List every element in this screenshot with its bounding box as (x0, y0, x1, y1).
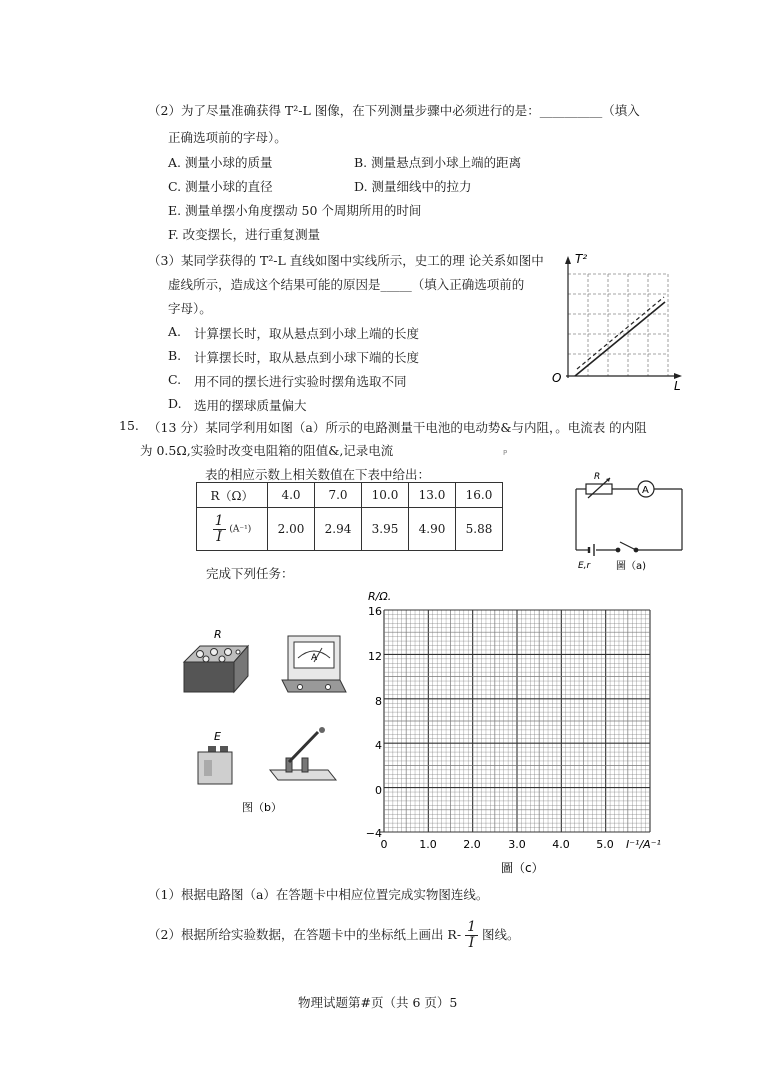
task-2-text-post: 图线。 (481, 927, 520, 942)
q14-opt-e: E. 测量单摆小角度摆动 50 个周期所用的时间 (168, 203, 422, 218)
table-cell: 4.0 (268, 483, 315, 508)
switch-icon (270, 727, 336, 780)
page-footer: 物理试题第#页（共 6 页）5 (298, 995, 458, 1010)
q14-p3-opt-b-letter: B. (168, 348, 182, 363)
q14-p3-line1: （3）某同学获得的 T²-L 直线如图中实线所示，史工的理 论关系如图中 (148, 253, 544, 268)
q14-opt-c: C. 测量小球的直径 (168, 179, 273, 194)
circuit-r-label: R (594, 472, 601, 482)
q14-p3-line2: 虚线所示，造成这个结果可能的原因是_____（填入正确选项前的 (168, 277, 525, 292)
source-label: E,r (578, 561, 591, 571)
table-cell: 16.0 (456, 483, 503, 508)
frac-denominator: I (468, 935, 475, 951)
x-tick-label: 1.0 (419, 838, 437, 851)
q14-p3-opt-a-text: 计算摆长时，取从悬点到小球上端的长度 (194, 326, 420, 341)
t2-axis-arrow (565, 256, 571, 264)
t2-l-graph (548, 252, 688, 392)
task-2 (148, 920, 519, 951)
q14-p2-line2: 正确选项前的字母）。 (168, 130, 287, 145)
q15-line1: （13 分）某同学利用如图（a）所示的电路测量干电池的电动势&与内阻，。电流表 的内阻 (148, 420, 647, 435)
resistor-box (586, 484, 612, 494)
fig-a-caption: 圖（a) (616, 561, 647, 572)
battery-icon (198, 746, 232, 784)
q14-p3-line3: 字母）。 (168, 301, 212, 316)
q15-line2: 为 0.5Ω,实验时改变电阻箱的阻值&,记录电流 (140, 443, 394, 458)
stray-mark: P (503, 449, 508, 457)
t2-axis-label: T² (575, 252, 588, 266)
fig-b-caption: 图（b） (242, 801, 282, 814)
y-tick-label: 8 (375, 695, 382, 708)
data-table (196, 482, 503, 551)
q14-p3-opt-c-text: 用不同的摆长进行实验时摆角选取不同 (194, 374, 407, 389)
ammeter-icon (282, 636, 346, 692)
table-header-r: R（Ω） (197, 483, 268, 508)
q14-opt-d: D. 测量细线中的拉力 (354, 179, 472, 194)
fig-c-y-title: R/Ω. (368, 590, 392, 603)
y-tick-label: 4 (375, 739, 382, 752)
ammeter-label: A (642, 485, 649, 496)
table-row-inv-i (197, 508, 503, 551)
table-cell: 7.0 (315, 483, 362, 508)
frac-denominator: I (216, 528, 222, 545)
frac-numerator: 1 (214, 512, 224, 529)
y-tick-label: −4 (365, 827, 382, 840)
table-cell: 2.94 (315, 508, 362, 551)
q14-p3-opt-a-letter: A. (168, 324, 182, 339)
q14-p3-opt-c-letter: C. (168, 372, 182, 387)
theory-dashed-line (577, 297, 664, 369)
x-tick-label: 3.0 (508, 838, 526, 851)
graph-paper-c (358, 586, 688, 886)
t2-l-grid (568, 274, 668, 376)
table-intro: 表的相应示数上相关数值在下表中给出： (205, 467, 431, 482)
y-tick-label: 0 (375, 784, 382, 797)
l-axis-label: L (674, 379, 681, 392)
table-cell: 3.95 (362, 508, 409, 551)
task-2-text-pre: （2）根据所给实验数据，在答题卡中的坐标纸上画出 R- (148, 927, 462, 942)
x-tick-label: 5.0 (596, 838, 614, 851)
q14-opt-b: B. 测量悬点到小球上端的距离 (354, 155, 522, 170)
x-tick-label: 0 (380, 838, 388, 851)
fig-c-caption: 圖（c） (501, 861, 544, 875)
task-intro: 完成下列任务： (206, 566, 294, 581)
table-row-r (197, 483, 503, 508)
circuit-diagram-a (556, 470, 696, 575)
table-cell: 2.00 (268, 508, 315, 551)
y-tick-label: 12 (368, 650, 382, 663)
task-2-fraction (465, 920, 478, 951)
graph-paper-grid (380, 610, 650, 832)
measured-solid-line (575, 302, 665, 376)
origin-label: O (552, 371, 562, 385)
task-1: （1）根据电路图（a）在答题卡中相应位置完成实物图连线。 (148, 887, 489, 902)
inv-i-fraction (213, 514, 226, 545)
fig-c-x-title: I⁻¹/A⁻¹ (626, 838, 661, 851)
table-cell: 13.0 (409, 483, 456, 508)
fig-b-meter-label: A (311, 653, 318, 663)
table-cell: 4.90 (409, 508, 456, 551)
resistance-box-icon (184, 646, 248, 692)
y-tick-label: 16 (368, 605, 382, 618)
fig-b-e-label: E (214, 730, 221, 743)
x-tick-label: 2.0 (463, 838, 481, 851)
q14-p2-line1: （2）为了尽量准确获得 T²-L 图像，在下列测量步骤中必须进行的是：__________（填入 (148, 103, 640, 118)
q14-p3-opt-b-text: 计算摆长时，取从悬点到小球下端的长度 (194, 350, 420, 365)
q14-opt-a: A. 测量小球的质量 (168, 155, 273, 170)
switch-blade (620, 542, 636, 550)
q14-p3-opt-d-letter: D. (168, 396, 182, 411)
apparatus-figure-b (178, 622, 358, 822)
frac-numerator: 1 (467, 919, 476, 935)
q14-p3-opt-d-text: 选用的摆球质量偏大 (194, 398, 307, 413)
fig-b-r-label: R (214, 628, 222, 641)
table-cell: 10.0 (362, 483, 409, 508)
x-tick-label: 4.0 (552, 838, 570, 851)
q14-opt-f: F. 改变摆长，进行重复测量 (168, 227, 321, 242)
table-cell: 5.88 (456, 508, 503, 551)
inv-i-unit: (A⁻¹) (229, 524, 252, 534)
q15-number: 15. (119, 418, 139, 433)
table-header-inv-i (197, 508, 268, 551)
